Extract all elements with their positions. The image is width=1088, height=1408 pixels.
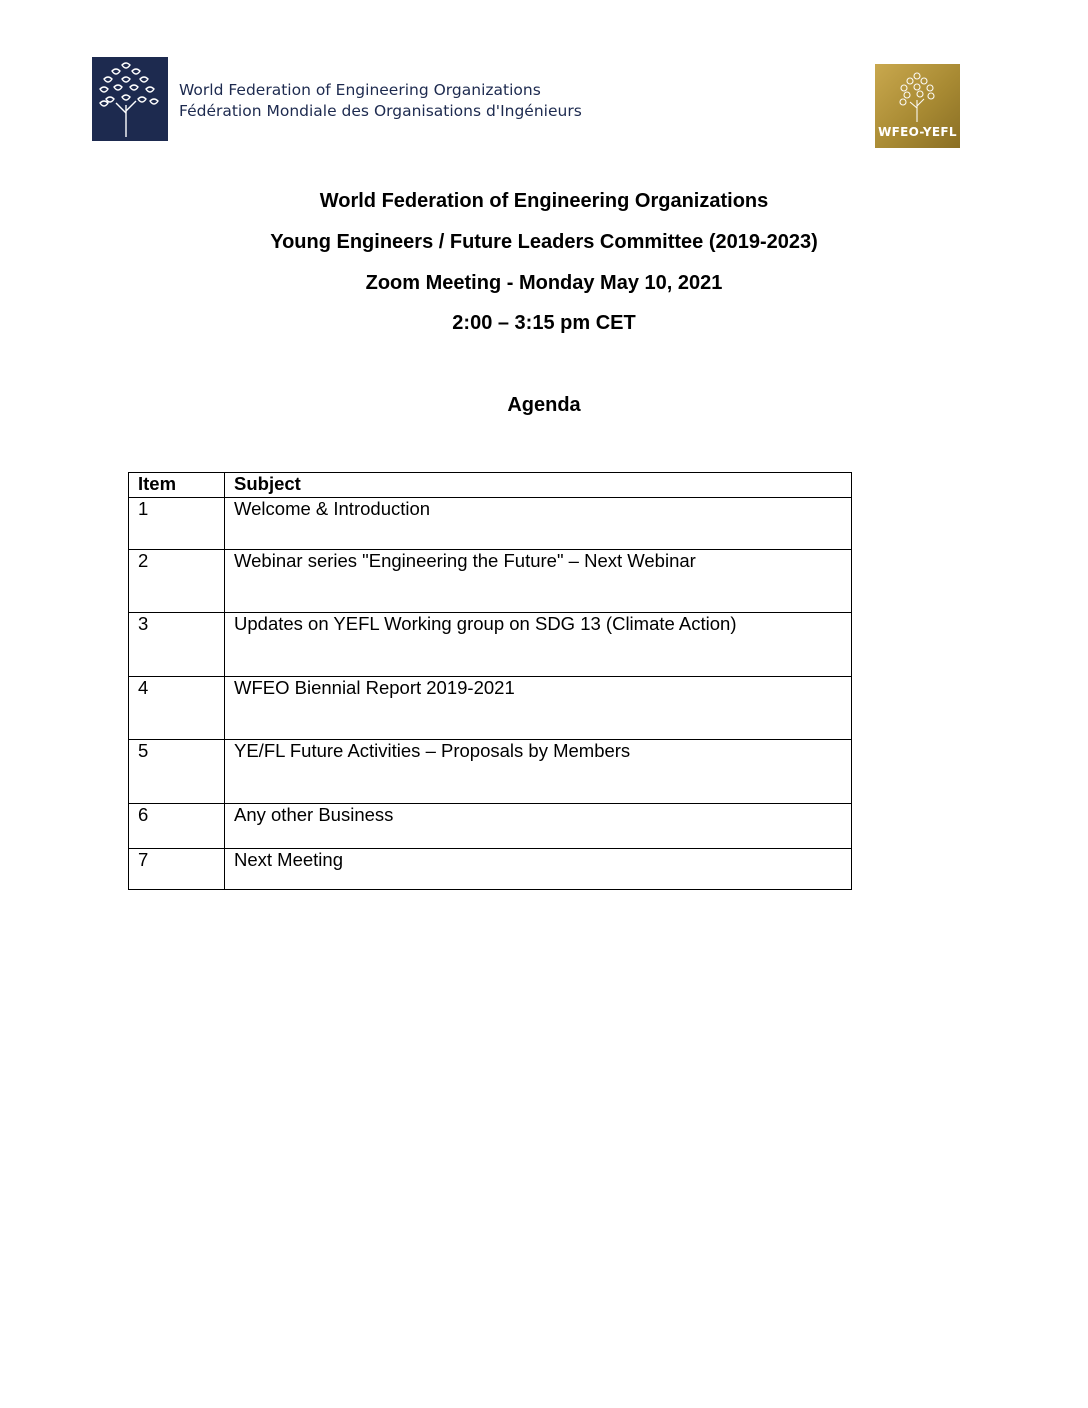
item-number: 5 bbox=[129, 740, 225, 804]
item-subject: Any other Business bbox=[225, 804, 852, 849]
agenda-table bbox=[128, 472, 852, 890]
header-item: Item bbox=[129, 473, 225, 498]
item-number: 4 bbox=[129, 677, 225, 740]
tree-icon bbox=[92, 57, 168, 141]
org-names bbox=[179, 80, 582, 122]
item-subject: YE/FL Future Activities – Proposals by Members bbox=[225, 740, 852, 804]
item-number: 1 bbox=[129, 498, 225, 550]
wfeo-tree-logo bbox=[92, 57, 168, 141]
agenda-heading: Agenda bbox=[507, 394, 581, 416]
table-row bbox=[129, 613, 852, 677]
org-name-en: World Federation of Engineering Organizations bbox=[179, 81, 541, 99]
header-subject: Subject bbox=[225, 473, 852, 498]
title-line-4: 2:00 – 3:15 pm CET bbox=[452, 312, 636, 334]
item-number: 7 bbox=[129, 849, 225, 890]
org-name-fr: Fédération Mondiale des Organisations d'Ingénieurs bbox=[179, 102, 582, 120]
table-header-row bbox=[129, 473, 852, 498]
table-row bbox=[129, 550, 852, 613]
yefl-logo-text: WFEO-YEFL bbox=[878, 125, 957, 139]
item-subject: Updates on YEFL Working group on SDG 13 (Climate Action) bbox=[225, 613, 852, 677]
title-line-2: Young Engineers / Future Leaders Committee (2019-2023) bbox=[270, 231, 818, 253]
table-row bbox=[129, 804, 852, 849]
table-row bbox=[129, 740, 852, 804]
item-subject: WFEO Biennial Report 2019-2021 bbox=[225, 677, 852, 740]
wfeo-yefl-logo bbox=[875, 64, 960, 148]
table-row bbox=[129, 677, 852, 740]
table-row bbox=[129, 849, 852, 890]
item-subject: Webinar series "Engineering the Future" – Next Webinar bbox=[225, 550, 852, 613]
item-number: 2 bbox=[129, 550, 225, 613]
item-subject: Next Meeting bbox=[225, 849, 852, 890]
title-line-3: Zoom Meeting - Monday May 10, 2021 bbox=[365, 272, 723, 294]
item-number: 3 bbox=[129, 613, 225, 677]
item-number: 6 bbox=[129, 804, 225, 849]
table-row bbox=[129, 498, 852, 550]
item-subject: Welcome & Introduction bbox=[225, 498, 852, 550]
title-line-1: World Federation of Engineering Organizations bbox=[319, 190, 769, 212]
